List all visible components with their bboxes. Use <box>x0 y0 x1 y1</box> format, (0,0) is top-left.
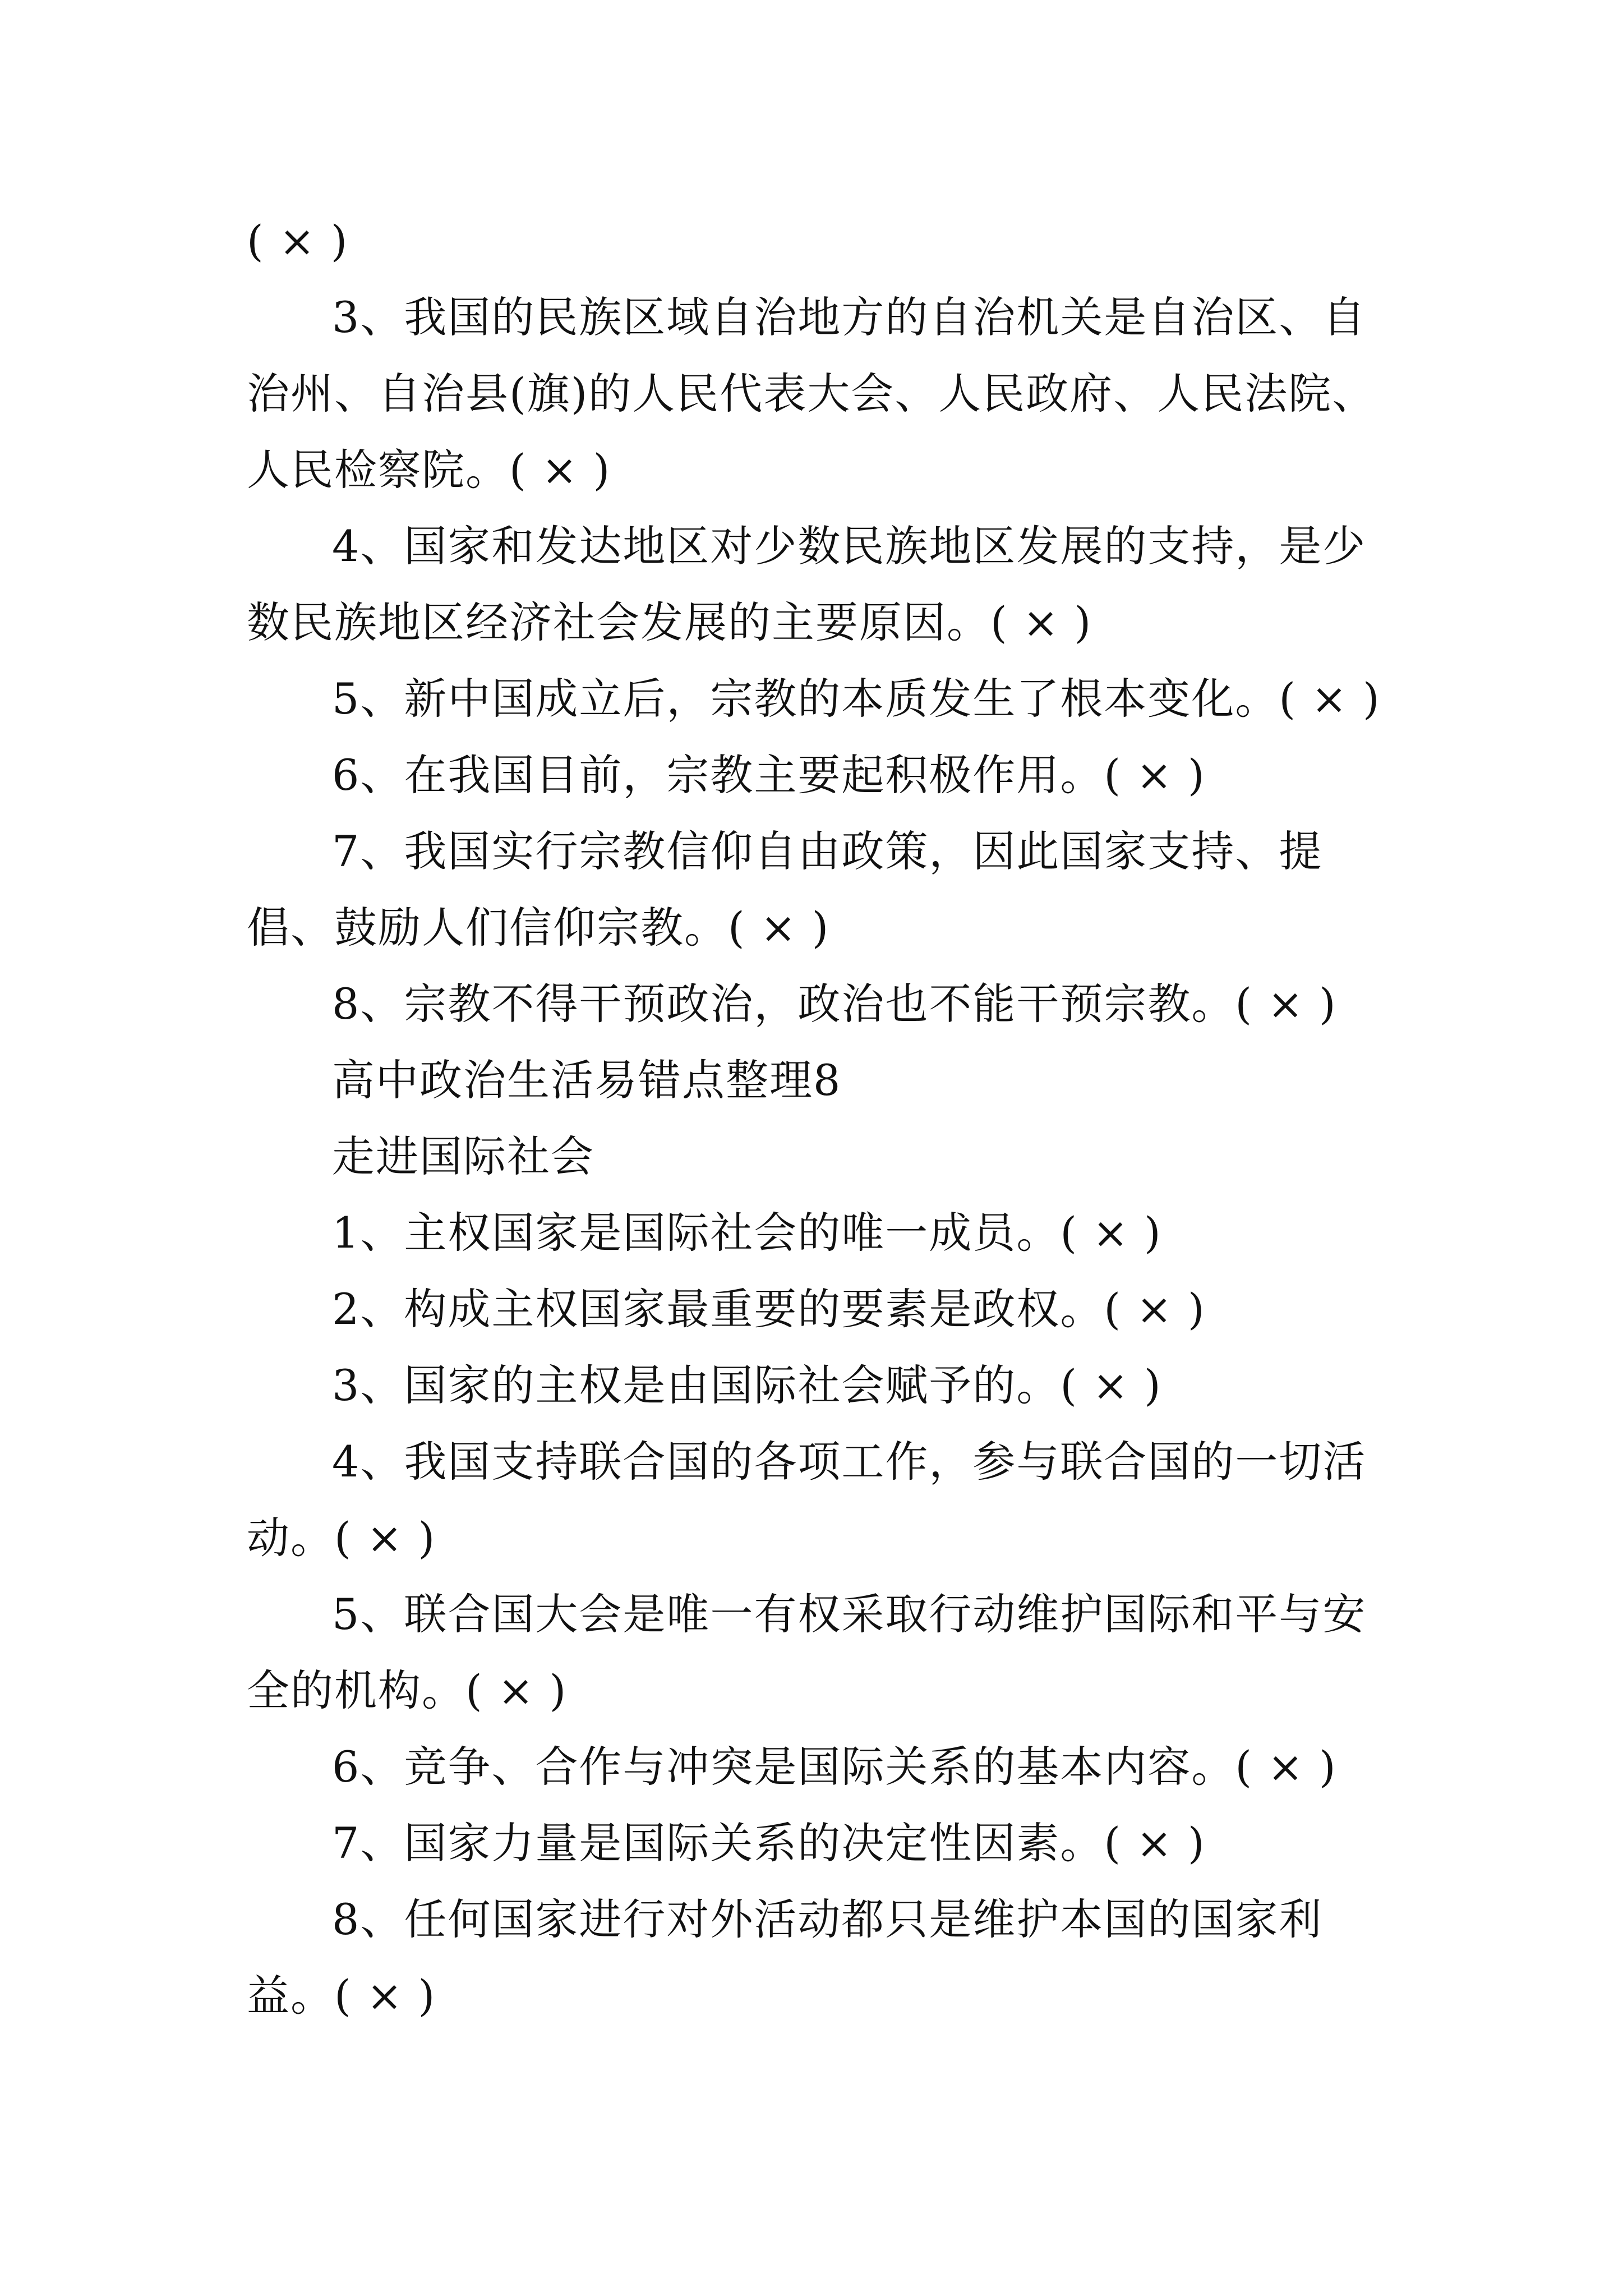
paragraph-item: 4、国家和发达地区对少数民族地区发展的支持，是少数民族地区经济社会发展的主要原因。( × ) <box>247 521 1367 647</box>
paragraph-item: 7、我国实行宗教信仰自由政策，因此国家支持、提倡、鼓励人们信仰宗教。( × ) <box>247 826 1323 953</box>
paragraph-item: 5、联合国大会是唯一有权采取行动维护国际和平与安全的机构。( × ) <box>247 1589 1367 1715</box>
paragraph-item: 3、国家的主权是由国际社会赋予的。( × ) <box>332 1360 1162 1410</box>
section-subheading: 走进国际社会 <box>332 1131 594 1181</box>
paragraph-item: 6、在我国目前，宗教主要起积极作用。( × ) <box>332 750 1206 800</box>
section-heading: 高中政治生活易错点整理8 <box>332 1055 842 1105</box>
paragraph-item: 3、我国的民族区域自治地方的自治机关是自治区、自治州、自治县(旗)的人民代表大会、人民政府、人民法院、人民检察院。( × ) <box>247 292 1376 495</box>
paragraph-item: 7、国家力量是国际关系的决定性因素。( × ) <box>332 1818 1206 1868</box>
paragraph-item: 8、任何国家进行对外活动都只是维护本国的国家利益。( × ) <box>247 1894 1323 2021</box>
paragraph-item: 4、我国支持联合国的各项工作，参与联合国的一切活动。( × ) <box>247 1437 1367 1563</box>
paragraph-item: 5、新中国成立后，宗教的本质发生了根本变化。( × ) <box>332 674 1381 724</box>
document-body <box>247 203 1402 2034</box>
paragraph-continuation: ( × ) <box>247 216 349 266</box>
paragraph-item: 6、竞争、合作与冲突是国际关系的基本内容。( × ) <box>332 1742 1337 1792</box>
paragraph-item: 1、主权国家是国际社会的唯一成员。( × ) <box>332 1208 1162 1258</box>
paragraph-item: 8、宗教不得干预政治，政治也不能干预宗教。( × ) <box>332 979 1337 1029</box>
paragraph-item: 2、构成主权国家最重要的要素是政权。( × ) <box>332 1284 1206 1334</box>
